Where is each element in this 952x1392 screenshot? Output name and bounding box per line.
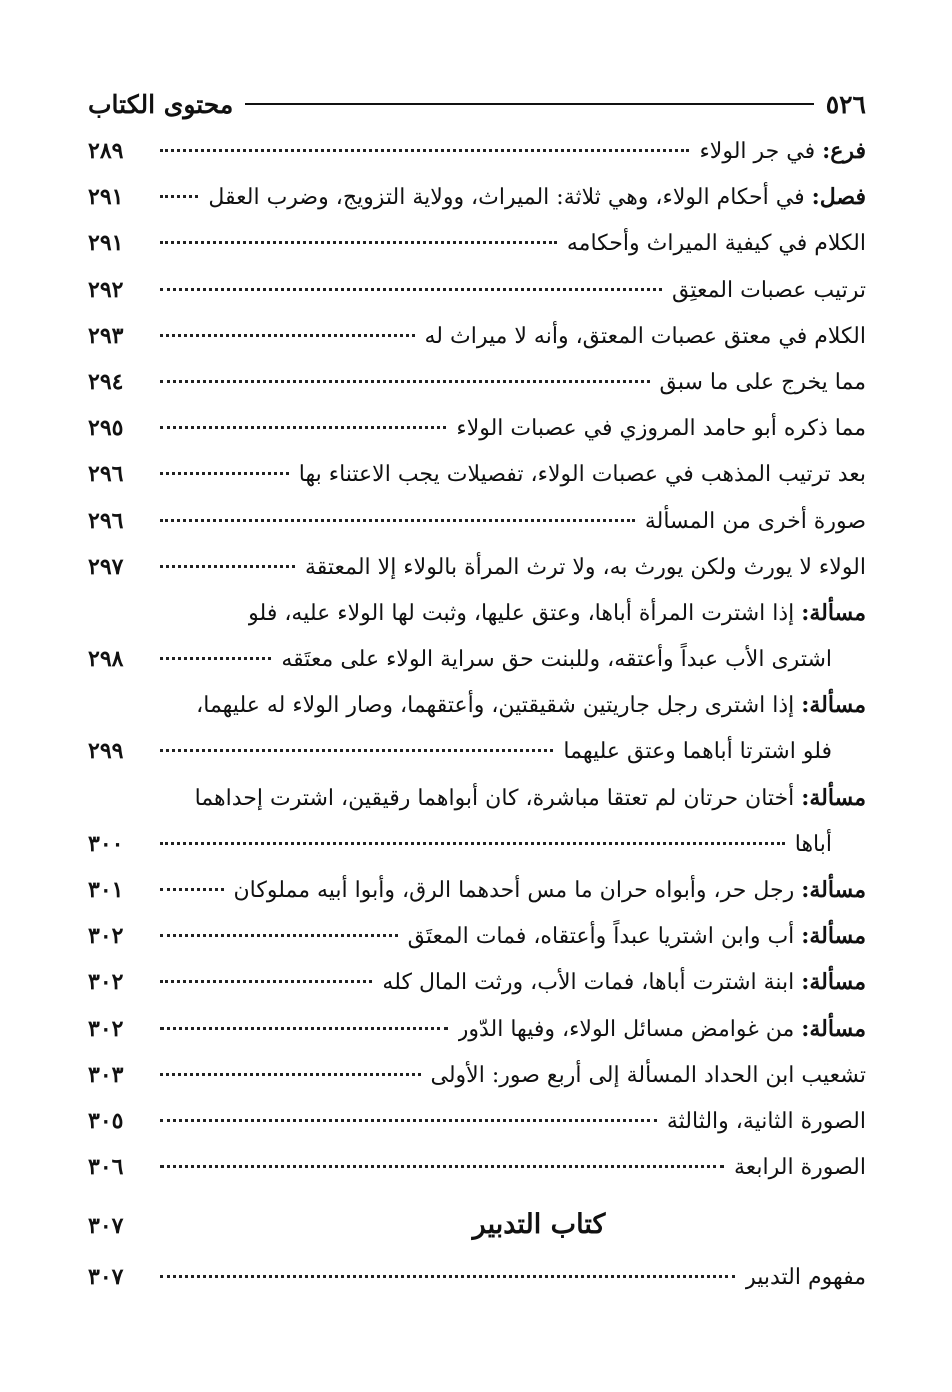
toc-entry[interactable] xyxy=(88,313,866,359)
toc-entry[interactable] xyxy=(88,220,866,266)
toc-entry-keyword: فرع: xyxy=(822,138,866,164)
toc-entry[interactable] xyxy=(88,174,866,220)
toc-entry-page: ٢٩٨ xyxy=(88,646,124,673)
toc-entry-text: رجل حر، وأبواه حران ما مس أحدهما الرق، وأبوا أبيه مملوكان xyxy=(233,878,802,903)
dot-leader xyxy=(160,149,689,152)
toc-entry-text: بعد ترتيب المذهب في عصبات الولاء، تفصيلات يجب الاعتناء بها xyxy=(298,462,866,488)
toc-entry-keyword: مسألة: xyxy=(801,599,866,626)
toc-entry-text: في جر الولاء xyxy=(699,139,823,164)
toc-entry-label xyxy=(567,220,866,267)
dot-leader xyxy=(160,1073,421,1076)
toc-entry-text: أب وابن اشتريا عبداً وأعتقاه، فمات المعتَق xyxy=(407,924,802,950)
toc-entry-text: إذا اشترت المرأة أباها، وعتق عليها، وثبت لها الولاء عليه، فلو xyxy=(248,600,802,626)
toc-entry-label xyxy=(281,636,866,683)
toc-entry-label xyxy=(563,728,866,775)
toc-entry[interactable] xyxy=(88,867,866,913)
toc-entry-label xyxy=(208,174,866,221)
toc-entry[interactable] xyxy=(88,1052,866,1098)
dot-leader xyxy=(160,888,224,891)
toc-entry-text: أباها xyxy=(794,831,832,857)
toc-entry-text: إذا اشترى رجل جاريتين شقيقتين، وأعتقهما، وصار الولاء له عليهما، xyxy=(196,693,802,719)
section-page: ٣٠٧ xyxy=(88,1213,124,1240)
toc-entry-page: ٢٩٣ xyxy=(88,322,124,349)
toc-entry[interactable] xyxy=(88,451,866,497)
toc-entry-label xyxy=(195,775,866,822)
toc-entry-page: ٣٠٢ xyxy=(88,969,124,996)
dot-leader xyxy=(160,426,446,429)
toc-entry-label xyxy=(234,867,866,914)
toc-entry[interactable] xyxy=(88,775,866,821)
toc-entry-text: الصورة الثانية، والثالثة xyxy=(666,1108,866,1134)
toc-entry-text: الكلام في معتق عصبات المعتق، وأنه لا ميراث له xyxy=(424,323,866,349)
table-of-contents xyxy=(88,128,866,1301)
toc-entry-keyword: مسألة: xyxy=(801,784,866,811)
toc-entry[interactable] xyxy=(88,1254,866,1300)
dot-leader xyxy=(160,1165,724,1168)
dot-leader xyxy=(160,749,553,752)
toc-entry[interactable] xyxy=(88,959,866,1005)
toc-entry-keyword: مسألة: xyxy=(801,969,866,996)
dot-leader xyxy=(160,380,650,383)
toc-entry-text: في أحكام الولاء، وهي ثلاثة: الميراث، وولاية التزويج، وضرب العقل xyxy=(208,185,812,211)
toc-entry-text: الولاء لا يورث ولكن يورث به، ولا ترث المرأة بالولاء إلا المعتقة xyxy=(304,554,866,580)
page-header xyxy=(88,84,866,124)
toc-entry[interactable] xyxy=(88,682,866,728)
dot-leader xyxy=(160,842,785,845)
toc-entry-text: الصورة الرابعة xyxy=(734,1155,866,1181)
toc-entry-text: من غوامض مسائل الولاء، وفيها الدّور xyxy=(457,1016,802,1042)
section-title: كتاب التدبير xyxy=(472,1209,606,1241)
dot-leader xyxy=(160,1275,735,1278)
toc-entry[interactable] xyxy=(88,405,866,451)
toc-entry-keyword: مسألة: xyxy=(801,877,866,903)
toc-entry-label xyxy=(734,1144,866,1191)
toc-entry[interactable] xyxy=(88,1144,866,1190)
toc-entry-page: ٢٩١ xyxy=(88,230,124,257)
toc-entry-text: مما يخرج على ما سبق xyxy=(659,369,866,395)
toc-entry-text: مما ذكره أبو حامد المروزي في عصبات الولاء xyxy=(456,416,866,442)
toc-entry-label xyxy=(456,405,866,452)
toc-entry-label xyxy=(425,313,866,360)
toc-entry-text: الكلام في كيفية الميراث وأحكامه xyxy=(566,231,866,257)
toc-entry-label xyxy=(745,1254,866,1301)
toc-entry-text: فلو اشترتا أباهما وعتق عليهما xyxy=(563,739,832,765)
toc-entry-label xyxy=(672,267,866,314)
toc-entry[interactable] xyxy=(88,267,866,313)
dot-leader xyxy=(160,195,198,198)
toc-entry-label xyxy=(382,959,866,1006)
dot-leader xyxy=(160,241,557,244)
dot-leader xyxy=(160,1119,657,1122)
toc-entry-label xyxy=(408,913,866,960)
toc-entry-label xyxy=(699,128,866,175)
toc-entry-page: ٢٩٩ xyxy=(88,738,124,765)
toc-entry[interactable] xyxy=(88,544,866,590)
toc-entry-page: ٣٠٢ xyxy=(88,1015,124,1042)
toc-entry[interactable] xyxy=(88,636,866,682)
dot-leader xyxy=(160,472,289,475)
toc-entry-page: ٣٠٠ xyxy=(88,830,124,857)
running-title: محتوى الكتاب xyxy=(88,89,234,119)
toc-entry-label xyxy=(431,1052,867,1099)
toc-entry-text: مفهوم التدبير xyxy=(745,1265,866,1291)
toc-entry-keyword: مسألة: xyxy=(801,923,866,950)
dot-leader xyxy=(160,934,398,937)
toc-entry[interactable] xyxy=(88,590,866,636)
toc-entry[interactable] xyxy=(88,913,866,959)
section-heading[interactable] xyxy=(88,1194,866,1254)
toc-entry-label xyxy=(645,498,866,545)
toc-entry-page: ٣٠٣ xyxy=(88,1061,124,1088)
toc-entry-page: ٣٠١ xyxy=(88,877,124,903)
dot-leader xyxy=(160,565,295,568)
toc-entry[interactable] xyxy=(88,1006,866,1052)
dot-leader xyxy=(160,334,415,337)
toc-entry-page: ٣٠٥ xyxy=(88,1107,124,1134)
dot-leader xyxy=(160,657,271,660)
toc-entry-page: ٢٩٥ xyxy=(88,415,124,442)
toc-entry[interactable] xyxy=(88,498,866,544)
toc-entry-keyword: مسألة: xyxy=(801,1015,866,1042)
toc-entry-text: اشترى الأب عبداً وأعتقه، وللبنت حق سراية الولاء على معتَقه xyxy=(281,647,832,673)
toc-entry-label xyxy=(305,544,866,591)
toc-entry-keyword: مسألة: xyxy=(801,692,866,719)
dot-leader xyxy=(160,980,372,983)
toc-entry[interactable] xyxy=(88,1098,866,1144)
toc-entry-page: ٢٩١ xyxy=(88,184,124,211)
toc-entry-text: ابنة اشترت أباها، فمات الأب، ورثت المال كله xyxy=(382,970,802,996)
toc-entry-page: ٢٩٦ xyxy=(88,461,124,488)
toc-entry-label xyxy=(299,451,866,498)
toc-entry-text: أختان حرتان لم تعتقا مباشرة، كان أبواهما رقيقين، اشترت إحداهما xyxy=(194,785,802,811)
toc-entry-page: ٣٠٧ xyxy=(88,1264,124,1291)
toc-entry-page: ٢٩٦ xyxy=(88,507,124,534)
toc-entry-text: صورة أخرى من المسألة xyxy=(644,508,866,534)
toc-entry-label xyxy=(660,359,867,406)
toc-entry-page: ٣٠٢ xyxy=(88,923,124,950)
toc-entry-page: ٢٨٩ xyxy=(88,138,124,164)
toc-entry-label xyxy=(667,1098,866,1145)
page-number: ٥٢٦ xyxy=(825,89,866,119)
toc-entry-text: تشعيب ابن الحداد المسألة إلى أربع صور: الأولى xyxy=(430,1062,866,1088)
toc-entry-page: ٢٩٤ xyxy=(88,368,124,395)
toc-entry-page: ٢٩٢ xyxy=(88,276,124,303)
toc-entry[interactable] xyxy=(88,821,866,867)
toc-entry-label xyxy=(795,821,866,868)
toc-entry[interactable] xyxy=(88,359,866,405)
toc-entry-page: ٣٠٦ xyxy=(88,1154,124,1181)
toc-entry[interactable] xyxy=(88,128,866,174)
dot-leader xyxy=(160,1027,448,1030)
toc-entry-text: ترتيب عصبات المعتِق xyxy=(671,277,866,303)
dot-leader xyxy=(160,519,635,522)
dot-leader xyxy=(160,288,662,291)
toc-entry-label xyxy=(248,590,866,637)
toc-entry[interactable] xyxy=(88,728,866,774)
header-rule xyxy=(245,103,813,105)
toc-entry-label xyxy=(196,682,866,729)
toc-entry-page: ٢٩٧ xyxy=(88,553,124,580)
toc-entry-label xyxy=(458,1006,866,1053)
toc-entry-keyword: فصل: xyxy=(811,184,866,211)
